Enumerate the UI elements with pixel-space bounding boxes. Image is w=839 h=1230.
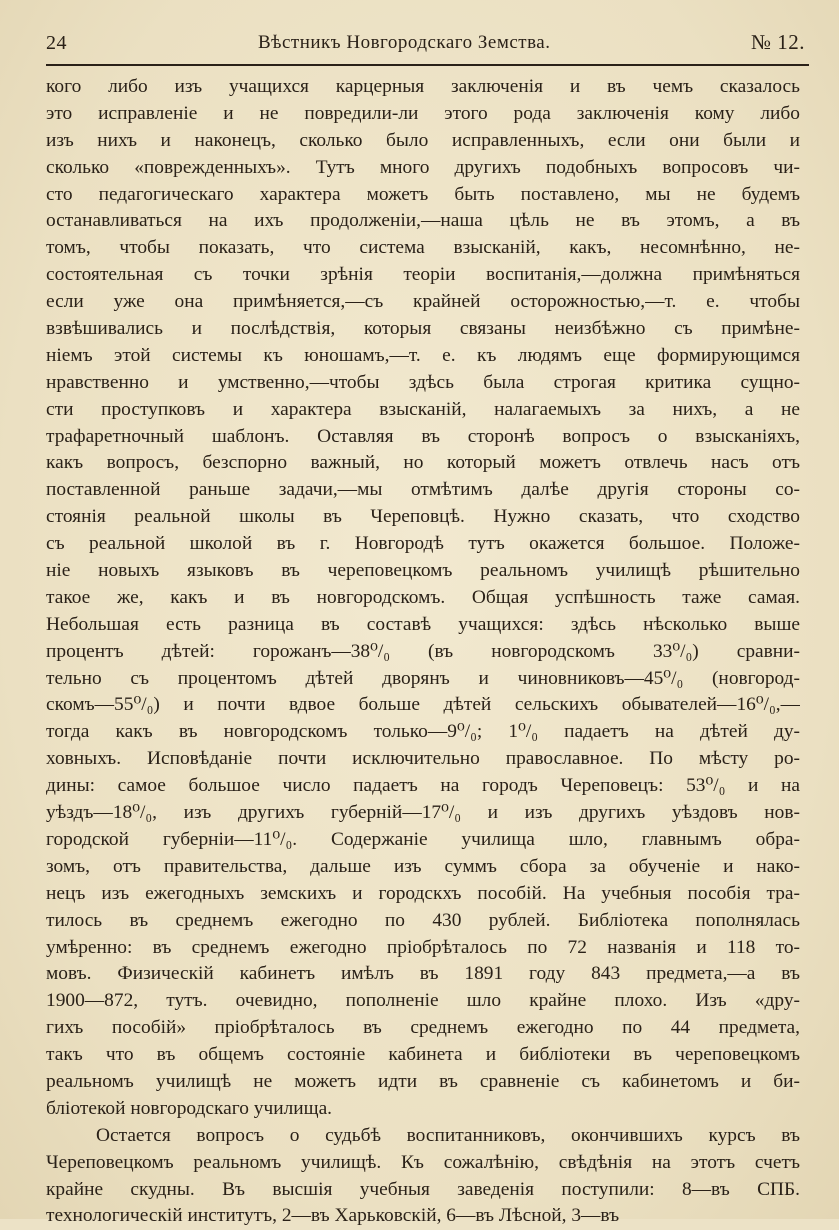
text-line: сколько «поврежденныхъ». Тутъ много другихъ подобныхъ вопросовъ чи- [46,156,800,178]
text-line: бліотекой новгородскаго училища. [46,1097,333,1119]
header-rule [46,64,809,66]
text-line: городской губерніи—11⁰/₀. Содержаніе училища шло, главнымъ обра- [46,828,800,850]
text-line: дины: самое большое число падаетъ на городъ Череповецъ: 53⁰/₀ и на [46,775,800,797]
text-line: нравственно и умственно,—чтобы здѣсь была строгая критика сущно- [46,371,800,393]
text-line: съ реальной школой въ г. Новгородѣ тутъ окажется большое. Положе- [46,533,800,555]
text-line: реальномъ училищѣ не можетъ идти въ сравненіе съ кабинетомъ и би- [46,1070,800,1092]
text-line: гихъ пособій» пріобрѣталось въ среднемъ ежегодно по 44 предмета, [46,1017,800,1039]
text-line: сти проступковъ и характера взысканій, налагаемыхъ за нихъ, а не [46,398,800,420]
text-line: это исправленіе и не повредили-ли этого рода заключенія кому либо [46,102,800,124]
body-text [46,74,800,1230]
text-line: кого либо изъ учащихся карцерныя заключенія и въ чемъ сказалось [46,76,800,97]
issue-number: № 12. [750,30,805,54]
text-line: стоянія реальной школы въ Череповцѣ. Нужно сказать, что сходство [46,506,800,528]
text-line: технологическій институтъ, 2—въ Харьковскій, 6—въ Лѣсной, 3—въ [46,1205,620,1227]
text-line: поставленной раньше задачи,—мы отмѣтимъ далѣе другія стороны со- [46,479,800,501]
text-line: Небольшая есть разница въ составѣ учащихся: здѣсь нѣсколько выше [46,613,800,635]
text-line: процентъ дѣтей: горожанъ—38⁰/₀ (въ новгородскомъ 33⁰/₀) сравни- [46,640,800,662]
text-line: тогда какъ въ новгородскомъ только—9⁰/₀; 1⁰/₀ падаетъ на дѣтей ду- [46,721,800,743]
text-line: мовъ. Физическій кабинетъ имѣлъ въ 1891 году 843 предмета,—а въ [46,963,800,985]
text-line: уѣздъ—18⁰/₀, изъ другихъ губерній—17⁰/₀ и изъ другихъ уѣздовъ нов- [46,802,800,824]
text-line: ховныхъ. Исповѣданіе почти исключительно православное. По мѣсту ро- [46,748,800,770]
text-line: такъ что въ общемъ состояніе кабинета и библіотеки въ череповецкомъ [46,1044,800,1066]
text-line: ніе новыхъ языковъ въ череповецкомъ реальномъ училищѣ рѣшительно [46,560,800,582]
text-line: какъ вопросъ, безспорно важный, но который можетъ отвлечь насъ отъ [46,452,800,474]
text-line: тилось въ среднемъ ежегодно по 430 рублей. Библіотека пополнялась [46,909,800,931]
paragraph [46,1123,800,1230]
text-line: если уже она примѣняется,—съ крайней осторожностью,—т. е. чтобы [46,291,800,313]
text-line: Череповецкомъ реальномъ училищѣ. Къ сожалѣнію, свѣдѣнія на этотъ счетъ [46,1151,800,1173]
text-line: такое же, какъ и въ новгородскомъ. Общая успѣшность таже самая. [46,586,800,608]
text-line: зомъ, отъ правительства, дальше изъ суммъ сбора за обученіе и нако- [46,855,800,877]
paragraph [46,74,800,1123]
text-line: умѣренно: въ среднемъ ежегодно пріобрѣталось по 72 названія и 118 то- [46,936,800,958]
text-line: крайне скудны. Въ высшія учебныя заведенія поступили: 8—въ СПБ. [46,1178,800,1200]
text-line: состоятельная съ точки зрѣнія теоріи воспитанія,—должна примѣняться [46,264,800,286]
text-line: Остается вопросъ о судьбѣ воспитанниковъ, окончившихъ курсъ въ [96,1124,800,1146]
text-line: тельно съ процентомъ дѣтей дворянъ и чиновниковъ—45⁰/₀ (новгород- [46,667,800,689]
text-line: ніемъ этой системы къ юношамъ,—т. е. къ людямъ еще формирующимся [46,344,800,366]
text-line: взвѣшивались и послѣдствія, которыя связаны неизбѣжно съ примѣне- [46,318,800,340]
text-line: трафаретночный шаблонъ. Оставляя въ сторонѣ вопросъ о взысканіяхъ, [46,425,800,447]
text-line: сто педагогическаго характера можетъ быть поставлено, мы не будемъ [46,183,800,205]
text-line: 1900—872, тутъ. очевидно, пополненіе шло крайне плохо. Изъ «дру- [46,990,800,1012]
text-line: останавливаться на ихъ продолженіи,—наша цѣль не въ этомъ, а въ [46,210,800,232]
running-header [46,30,809,56]
text-line: изъ нихъ и наконецъ, сколько было исправленныхъ, если они были и [46,129,800,151]
page-number: 24 [46,32,67,54]
text-line: томъ, чтобы показать, что система взысканій, какъ, несомнѣнно, не- [46,237,800,259]
text-line: нецъ изъ ежегодныхъ земскихъ и городскхъ пособій. На учебныя пособія тра- [46,882,800,904]
text-line: скомъ—55⁰/₀) и почти вдвое больше дѣтей сельскихъ обывателей—16⁰/₀,— [46,694,800,716]
journal-title: Вѣстникъ Новгородскаго Земства. [258,32,551,53]
